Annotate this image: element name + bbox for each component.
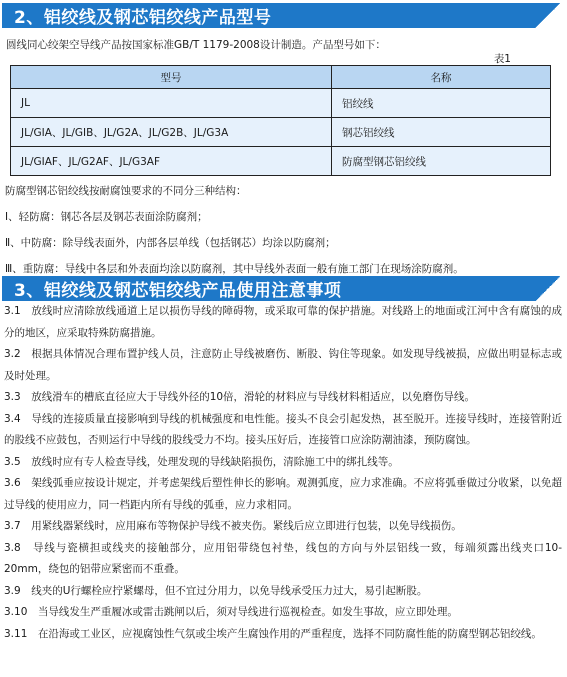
section-3-banner	[2, 276, 565, 301]
table-header-row	[11, 66, 551, 89]
note-paragraph: 3.11 在沿海或工业区，应视腐蚀性气氛或尘埃产生腐蚀作用的严重程度，选择不同防腐性能的防腐型钢芯铝绞线。	[4, 627, 542, 640]
corrosion-item: Ⅰ、轻防腐：钢芯各层及钢芯表面涂防腐剂；	[5, 211, 208, 223]
note-paragraph: 3.3 放线滑车的槽底直径应大于导线外径的10倍，滑轮的材料应与导线材料相适应，以免磨伤导线。	[4, 391, 476, 403]
cell-model: JL	[11, 89, 332, 118]
cell-model: JL/GIA、JL/GIB、JL/G2A、JL/G2B、JL/G3A	[11, 118, 332, 147]
note-paragraph: 3.7 用紧线器紧线时，应用麻布等物保护导线不被夹伤。紧线后应立即进行包装，以免导线损伤。	[4, 520, 462, 532]
table-row	[11, 89, 551, 118]
corrosion-lead: 防腐型钢芯铝绞线按耐腐蚀要求的不同分三种结构：	[5, 185, 247, 197]
table-row	[11, 118, 551, 147]
cell-name: 钢芯铝绞线	[332, 118, 551, 147]
note-paragraph: 3.1 放线时应清除放线通道上足以损伤导线的障碍物，或采取可靠的保护措施。对线路上的地面或江河中含有腐蚀的成分的地区，应采取特殊防腐措施。	[4, 305, 562, 339]
intro-text: 圆线同心绞架空导线产品按国家标准GB/T 1179-2008设计制造。产品型号如下：	[6, 39, 386, 51]
header-model: 型号	[11, 66, 332, 89]
banner-corner	[531, 3, 565, 28]
banner-corner	[531, 276, 565, 301]
corrosion-item: Ⅲ、重防腐：导线中各层和外表面均涂以防腐剂，其中导线外表面一般有施工部门在现场涂防腐剂。	[5, 263, 464, 275]
note-paragraph: 3.5 放线时应有专人检查导线，处理发现的导线缺陷损伤，清除施工中的绑扎线等。	[4, 455, 399, 468]
note-paragraph: 3.6 架线弧垂应按设计规定，并考虑架线后塑性伸长的影响。观测弧度，应力求准确。不应将弧垂做过分收紧，以免超过导线的使用应力，同一档距内所有导线的弧垂，应力求相同。	[4, 477, 562, 511]
model-table	[10, 65, 551, 176]
table-label: 表1	[493, 53, 511, 65]
corrosion-section	[5, 178, 464, 282]
usage-notes	[4, 301, 562, 645]
section-2-title: 2、铝绞线及钢芯铝绞线产品型号	[14, 8, 272, 28]
note-paragraph: 3.10 当导线发生严重履冰或雷击跳闸以后，须对导线进行巡视检查。如发生事故，应立即处理。	[4, 606, 458, 618]
cell-name: 防腐型钢芯铝绞线	[332, 147, 551, 176]
header-name: 名称	[332, 66, 551, 89]
note-paragraph: 3.8 导线与瓷横担或线夹的接触部分，应用铝带绕包衬垫，线包的方向与外层铝线一致，每端须露出线夹口10-20mm，绕包的铝带应紧密而不重叠。	[4, 541, 562, 575]
table-row	[11, 147, 551, 176]
corrosion-item: Ⅱ、中防腐：除导线表面外，内部各层单线（包括钢芯）均涂以防腐剂；	[5, 237, 336, 249]
cell-model: JL/GIAF、JL/G2AF、JL/G3AF	[11, 147, 332, 176]
section-2-banner	[2, 3, 565, 28]
note-paragraph: 3.9 线夹的U行螺栓应拧紧螺母，但不宜过分用力，以免导线承受压力过大，易引起断股。	[4, 584, 428, 597]
note-paragraph: 3.2 根据具体情况合理布置护线人员，注意防止导线被磨伤、断股、钩住等现象。如发现导线被损，应做出明显标志或及时处理。	[4, 348, 562, 382]
cell-name: 铝绞线	[332, 89, 551, 118]
note-paragraph: 3.4 导线的连接质量直接影响到导线的机械强度和电性能。接头不良会引起发热，甚至脱开。连接导线时，连接管附近的股线不应鼓包，否则运行中导线的股线受力不均。接头压好后，连接管口应涂防潮油漆，预防腐蚀。	[4, 412, 562, 446]
section-3-title: 3、铝绞线及钢芯铝绞线产品使用注意事项	[14, 281, 342, 301]
